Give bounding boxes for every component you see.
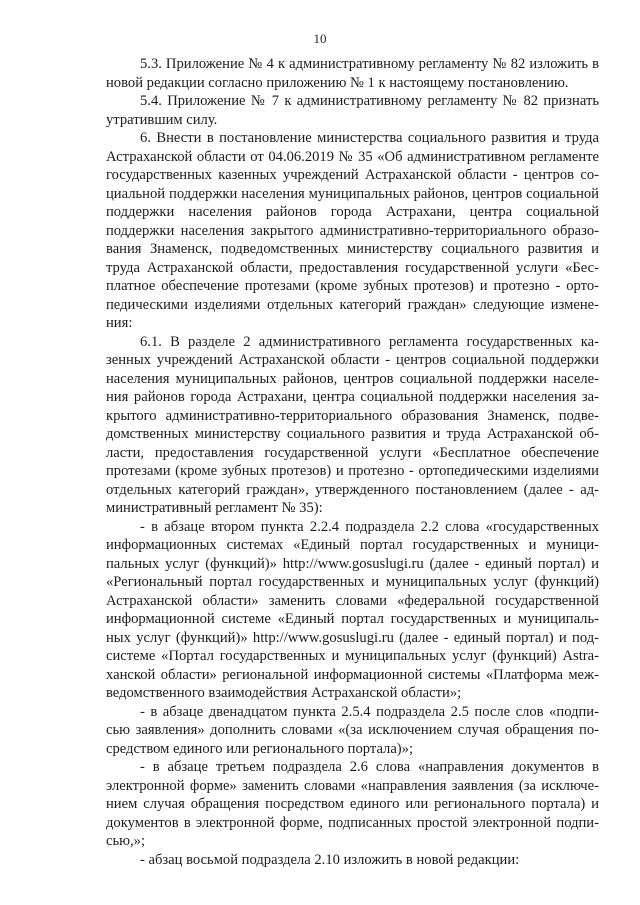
paragraph-6: 6. Внести в постановление министерства социального развития и труда Астраханской области от 04.06.2019 № 35 «Об административном регламенте государственных казенных учреждений Астраханской области - центров социальной поддержки населения муниципальных районов, центров социальной поддержки населения районов города Астрахани, центра социальной поддержки населения закрытого административно-территориального образования Знаменск, подведомственных министерству социального развития и труда Астраханской области, предоставления государственной услуги «Бесплатное обеспечение протезами (кроме зубных протезов) и протезно - ортопедическими изделиями отдельных категорий граждан» следующие изменения: (106, 130, 599, 331)
paragraph-6-1: 6.1. В разделе 2 административного регламента государственных казенных учреждений Астраханской области - центров социальной поддержки населения муниципальных районов, центров социальной поддержки населения районов города Астрахани, центра социальной поддержки населения закрытого административно-территориального образования Знаменск, подведомственных министерству социального развития и труда Астраханской области, предоставления государственной услуги «Бесплатное обеспечение протезами (кроме зубных протезов) и протезно - ортопедическими изделиями отдельных категорий граждан», утвержденного постановлением (далее - административный регламент № 35): (106, 333, 599, 516)
page-number: 10 (313, 31, 327, 46)
paragraph-item-2-10: - абзац восьмой подраздела 2.10 изложить в новой редакции: (140, 851, 520, 868)
paragraph-item-2-2-4: - в абзаце втором пункта 2.2.4 подраздела 2.2 слова «государственных информационных системах «Единый портал государственных и муниципальных услуг (функций)» http://www.gosuslugi.ru (далее - единый портал) и «Региональный портал государственных и муниципальных услуг (функций) Астраханской области» заменить словами «федеральной государственной информационной системе «Единый портал государственных и муниципальных услуг (функций)» http://www.gosuslugi.ru (далее - единый портал) и подсистеме «Портал государственных и муниципальных услуг (функций) Astraханской области» региональной информационной системы «Платформа межведомственного взаимодействия Астраханской области»; (106, 518, 599, 701)
paragraph-5-4: 5.4. Приложение № 7 к административному регламенту № 82 признать утратившим силу. (106, 93, 599, 128)
paragraph-item-2-6: - в абзаце третьем подраздела 2.6 слова «направления документов в электронной форме» заменить словами «направления заявления (за исключением случая обращения посредством единого или регионального портала) и документов в электронной форме, подписанных простой электронной подписью,»; (106, 759, 599, 849)
paragraph-item-2-5-4: - в абзаце двенадцатом пункта 2.5.4 подраздела 2.5 после слов «подписью заявления» дополнить словами «(за исключением случая обращения посредством единого или регионального портала)»; (106, 703, 599, 757)
paragraph-5-3: 5.3. Приложение № 4 к административному регламенту № 82 изложить в новой редакции согласно приложению № 1 к настоящему постановлению. (106, 56, 599, 91)
document-body (106, 55, 599, 869)
